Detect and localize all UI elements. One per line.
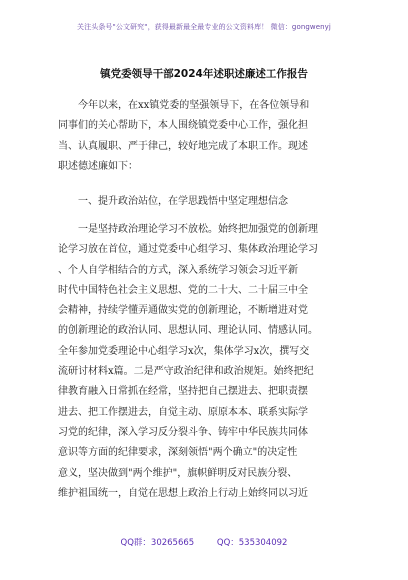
paragraph-line: 进去、把工作摆进去，自觉主动、原原本本、联系实际学 bbox=[58, 406, 308, 418]
paragraph-line: 全年参加党委理论中心组学习x次，集体学习x次，撰写交 bbox=[58, 345, 310, 357]
footer-contact bbox=[0, 536, 408, 548]
paragraph-line: 流研讨材料x篇。二是严守政治纪律和政治规矩。始终把纪 bbox=[58, 366, 314, 378]
paragraph-line: 时代中国特色社会主义思想、党的二十大、二十届三中全 bbox=[58, 284, 308, 296]
intro-line: 职述德述廉如下： bbox=[58, 160, 138, 172]
paragraph-line: 维护祖国统一，自觉在思想上政治上行动上始终同以习近 bbox=[58, 487, 308, 499]
intro-line: 当、认真履职、严于律己，较好地完成了本职工作。现述 bbox=[58, 140, 308, 152]
paragraph-line: 一是坚持政治理论学习不放松。始终把加强党的创新理 bbox=[78, 224, 318, 235]
intro-line: 同事们的关心帮助下，本人围绕镇党委中心工作，强化担 bbox=[58, 120, 308, 132]
paragraph-line: 会精神，持续学懂弄通做实党的创新理论，不断增进对党 bbox=[58, 305, 308, 317]
intro-paragraph bbox=[58, 96, 358, 177]
intro-line: 今年以来，在xx镇党委的坚强领导下，在各位领导和 bbox=[78, 100, 310, 111]
section-heading bbox=[58, 192, 358, 212]
paragraph-line: 意识等方面的纪律要求，深刻领悟"两个确立"的决定性 bbox=[58, 447, 298, 459]
paragraph-line: 习党的纪律，深入学习反分裂斗争、铸牢中华民族共同体 bbox=[58, 426, 308, 438]
paragraph-line: 、个人自学相结合的方式，深入系统学习领会习近平新 bbox=[58, 264, 298, 276]
paragraph-line: 论学习放在首位，通过党委中心组学习、集体政治理论学习 bbox=[58, 244, 318, 256]
body-paragraph bbox=[58, 220, 358, 504]
footer-qq-group: QQ群：30265665 bbox=[120, 538, 195, 548]
paragraph-line: 律教育融入日常抓在经常，坚持把自己摆进去、把职责摆 bbox=[58, 386, 308, 398]
header-banner: 关注头条号"公文研究"，获得最新最全最专业的公文资料库！ 微信：gongwenyj bbox=[77, 23, 331, 31]
document-title: 镇党委领导干部2024年述职述廉述工作报告 bbox=[100, 68, 308, 80]
paragraph-line: 意义，坚决做到"两个维护"，旗帜鲜明反对民族分裂、 bbox=[58, 467, 298, 479]
footer-qq-number: QQ：535304092 bbox=[216, 538, 288, 548]
paragraph-line: 的创新理论的政治认同、思想认同、理论认同、情感认同。 bbox=[58, 325, 318, 337]
section-heading-text: 一、提升政治站位，在学思践悟中坚定理想信念 bbox=[78, 196, 288, 207]
